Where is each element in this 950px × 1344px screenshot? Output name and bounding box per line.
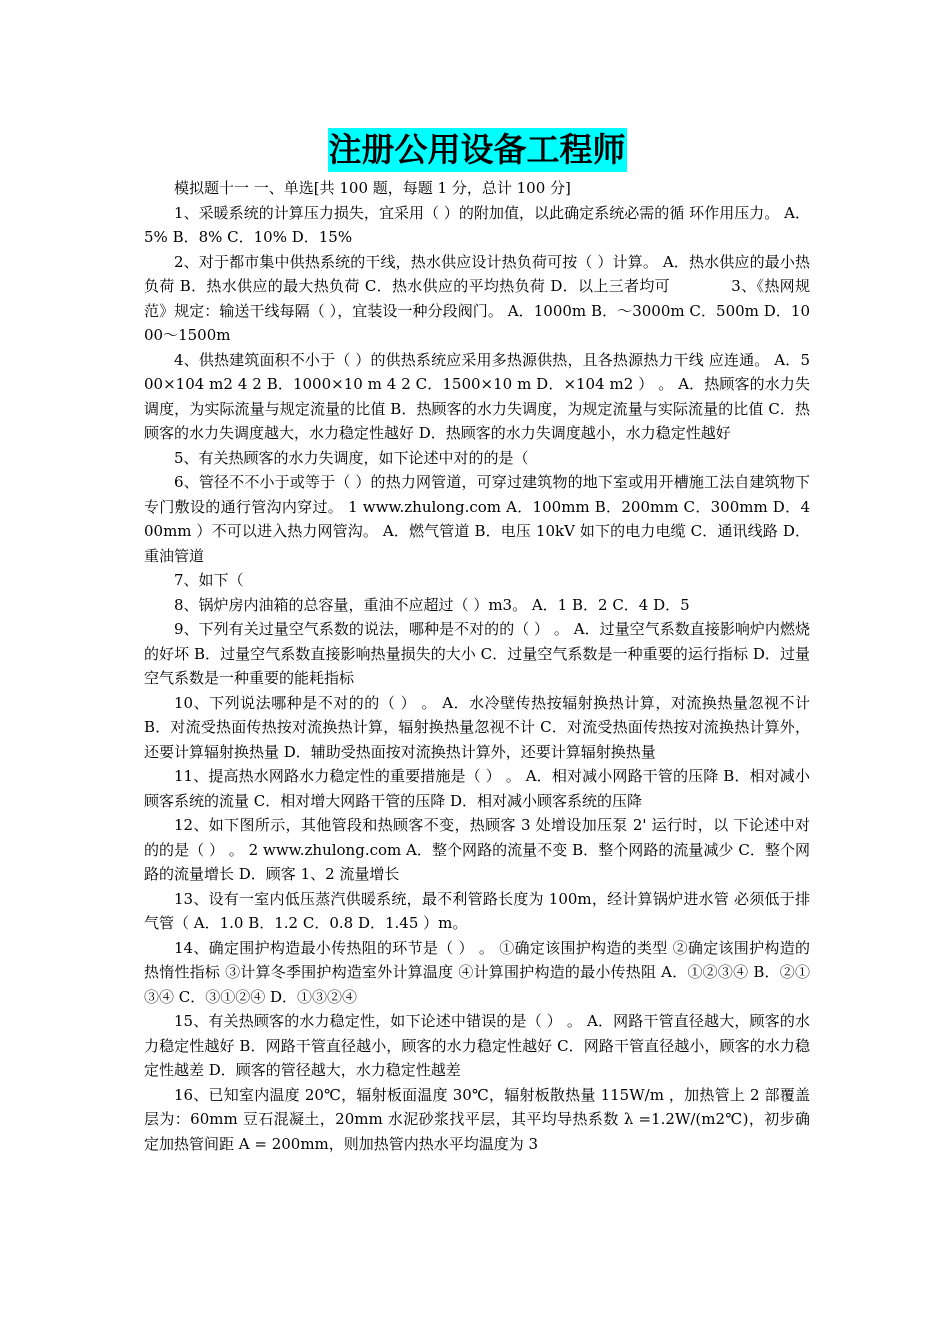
document-title: 注册公用设备工程师 [328,128,627,172]
question-paragraph: 1、采暖系统的计算压力损失，宜采用（ ）的附加值，以此确定系统必需的循 环作用压力。 A．5% B．8% C．10% D．15% [144,203,810,246]
question-paragraph: 10、下列说法哪种是不对的的（ ） 。 A．水冷壁传热按辐射换热计算，对流换热量忽视不计 B．对流受热面传热按对流换热计算，辐射换热量忽视不计 C．对流受热面传热按对流换热计算外，还要计算辐射换热量 D．辅助受热面按对流换热计算外，还要计算辐射换热量 [144,693,810,761]
title-wrap [144,128,810,174]
question-paragraph: 7、如下（ [174,571,244,589]
question-paragraph: 12、如下图所示，其他管段和热顾客不变，热顾客 3 处增设加压泵 2' 运行时，以 下论述中对的的是（ ） 。 2 www.zhulong.com A．整个网路的流量不变 B．整个网路的流量减少 C．整个网路的流量增长 D．顾客 1、2 流量增长 [144,816,810,883]
question-paragraph: 9、下列有关过量空气系数的说法，哪种是不对的的（ ） 。 A．过量空气系数直接影响炉内燃烧的好坏 B．过量空气系数直接影响热量损失的大小 C．过量空气系数是一种重要的运行指标 D．过量空气系数是一种重要的能耗指标 [144,620,810,687]
question-paragraph: 14、确定围护构造最小传热阻的环节是（ ） 。 ①确定该围护构造的类型 ②确定该围护构造的热惰性指标 ③计算冬季围护构造室外计算温度 ④计算围护构造的最小传热阻 A．①②③④ B．②①③④ C．③①②④ D．①③②④ [144,938,810,1006]
question-paragraph: 11、提高热水网路水力稳定性的重要措施是（ ） 。 A．相对减小网路干管的压降 B．相对减小顾客系统的流量 C．相对增大网路干管的压降 D．相对减小顾客系统的压降 [144,767,810,810]
question-paragraph: 4、供热建筑面积不小于（ ）的供热系统应采用多热源供热，且各热源热力干线 应连通。 A．500×104 m2 4 2 B．1000×10 m 4 2 C．1500×10 m D．×104 m2 ） 。 A．热顾客的水力失调度，为实际流量与规定流量的比值 B．热顾客的水力失调度，为规定流量与实际流量的比值 C．热顾客的水力失调度越大，水力稳定性越好 D．热顾客的水力失调度越小，水力稳定性越好 [144,350,810,442]
exam-subtitle: 模拟题十一 一、单选[共 100 题，每题 1 分，总计 100 分] [174,179,571,197]
question-paragraph: 13、设有一室内低压蒸汽供暖系统，最不利管路长度为 100m，经计算锅炉进水管 必须低于排气管（ A．1.0 B．1.2 C．0.8 D．1.45 ）m。 [144,889,810,932]
question-paragraph: 2、对于都市集中供热系统的干线，热水供应设计热负荷可按（ ）计算。 A．热水供应的最小热负荷 B．热水供应的最大热负荷 C．热水供应的平均热负荷 D．以上三者均可 3、《热网规范》规定：输送干线每隔（ ），宜装设一种分段阀门。 A．1000m B．～3000m C．500m D．1000～1500m [144,252,810,344]
question-paragraph: 8、锅炉房内油箱的总容量，重油不应超过（ ）m3。 A．1 B．2 C．4 D．5 [174,595,690,614]
question-paragraph: 6、管径不不小于或等于（ ）的热力网管道，可穿过建筑物的地下室或用开槽施工法自建筑物下专门敷设的通行管沟内穿过。 1 www.zhulong.com A．100mm B．200mm C．300mm D．400mm ）不可以进入热力网管沟。 A．燃气管道 B．电压 10kV 如下的电力电缆 C．通讯线路 D．重油管道 [144,473,810,565]
question-paragraph: 5、有关热顾客的水力失调度，如下论述中对的的是（ [174,448,529,467]
question-paragraph: 15、有关热顾客的水力稳定性，如下论述中错误的是（ ） 。 A．网路干管直径越大，顾客的水力稳定性越好 B．网路干管直径越小，顾客的水力稳定性越好 C．网路干管直径越小，顾客的水力稳定性越差 D．顾客的管径越大，水力稳定性越差 [144,1012,810,1079]
question-paragraph: 16、已知室内温度 20℃，辐射板面温度 30℃，辐射板散热量 115W/m ，加热管上 2 部覆盖层为：60mm 豆石混凝土，20mm 水泥砂浆找平层，其平均导热系数 λ =1.2W/(m2℃)，初步确定加热管间距 A = 200mm，则加热管内热水平均温度为 3 [144,1085,810,1153]
document-page [144,128,810,1156]
